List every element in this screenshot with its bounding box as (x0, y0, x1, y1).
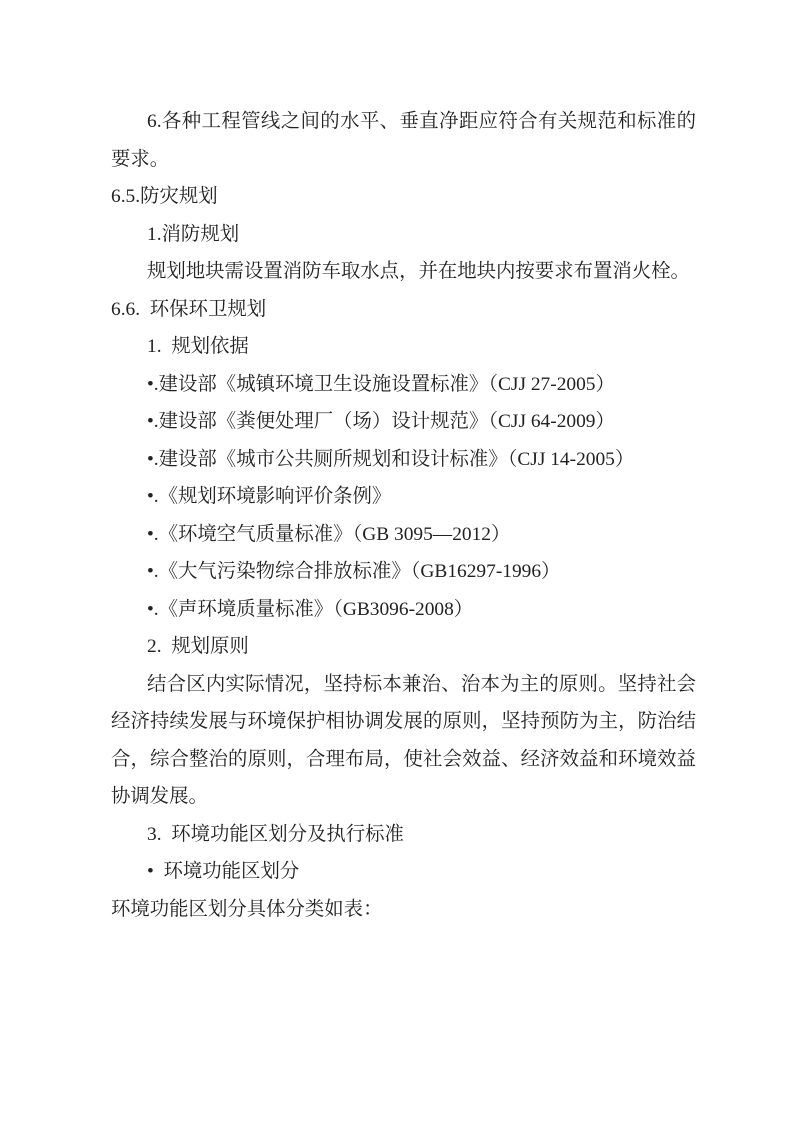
bullet-text: 建设部《粪便处理厂（场）设计规范》（CJJ 64-2009） (158, 411, 615, 432)
numbered-item-fire-planning: 1.消防规划 (147, 223, 240, 245)
bullet-item-standard (147, 478, 696, 516)
paragraph-pipeline-clearance: 6.各种工程管线之间的水平、垂直净距应符合有关规范和标准的要求。 (111, 111, 696, 170)
bullet-item-standard (147, 366, 696, 404)
bullet-icon: •. (147, 373, 159, 395)
numbered-item-env-function-zones: 3. 环境功能区划分及执行标准 (147, 823, 404, 845)
paragraph-planning-principles: 结合区内实际情况，坚持标本兼治、治本为主的原则。坚持社会经济持续发展与环境保护相协调发展的原则，坚持预防为主，防治结合，综合整治的原则，合理布局，使社会效益、经济效益和环境效益协调发展。 (111, 673, 696, 807)
bullet-item-standard (147, 553, 696, 591)
bullet-text: 建设部《城镇环境卫生设施设置标准》（CJJ 27-2005） (158, 373, 615, 395)
section-heading-6-6: 6.6. 环保环卫规划 (111, 298, 267, 320)
bullet-icon: •. (147, 523, 159, 545)
bullet-item-standard (147, 516, 696, 554)
bullet-icon: •. (147, 411, 159, 432)
section-heading-6-5: 6.5.防灾规划 (111, 186, 218, 207)
bullet-item-standard (147, 403, 696, 441)
bullet-icon: •. (147, 598, 159, 620)
bullet-item-standard (147, 441, 696, 479)
bullet-text: 建设部《城市公共厕所规划和设计标准》（CJJ 14-2005） (158, 448, 635, 470)
bullet-icon: •. (147, 448, 159, 470)
bullet-item-standard (147, 591, 696, 629)
paragraph-zoning-table-lead-in: 环境功能区划分具体分类如表： (111, 898, 383, 920)
bullet-icon: • (147, 861, 154, 882)
bullet-icon: •. (147, 486, 159, 507)
numbered-item-planning-principles: 2. 规划原则 (147, 636, 249, 657)
bullet-text: 《声环境质量标准》（GB3096-2008） (158, 598, 474, 620)
bullet-text: 环境功能区划分 (153, 861, 300, 882)
bullet-text: 《规划环境影响评价条例》 (158, 486, 392, 507)
paragraph-fire-planning: 规划地块需设置消防车取水点，并在地块内按要求布置消火栓。 (147, 261, 690, 282)
bullet-text: 《环境空气质量标准》（GB 3095—2012） (158, 523, 511, 545)
bullet-item-env-function-zoning (147, 853, 696, 891)
bullet-icon: •. (147, 561, 159, 582)
bullet-text: 《大气污染物综合排放标准》（GB16297-1996） (158, 561, 561, 582)
numbered-item-planning-basis: 1. 规划依据 (147, 336, 249, 357)
document-content (111, 103, 696, 928)
